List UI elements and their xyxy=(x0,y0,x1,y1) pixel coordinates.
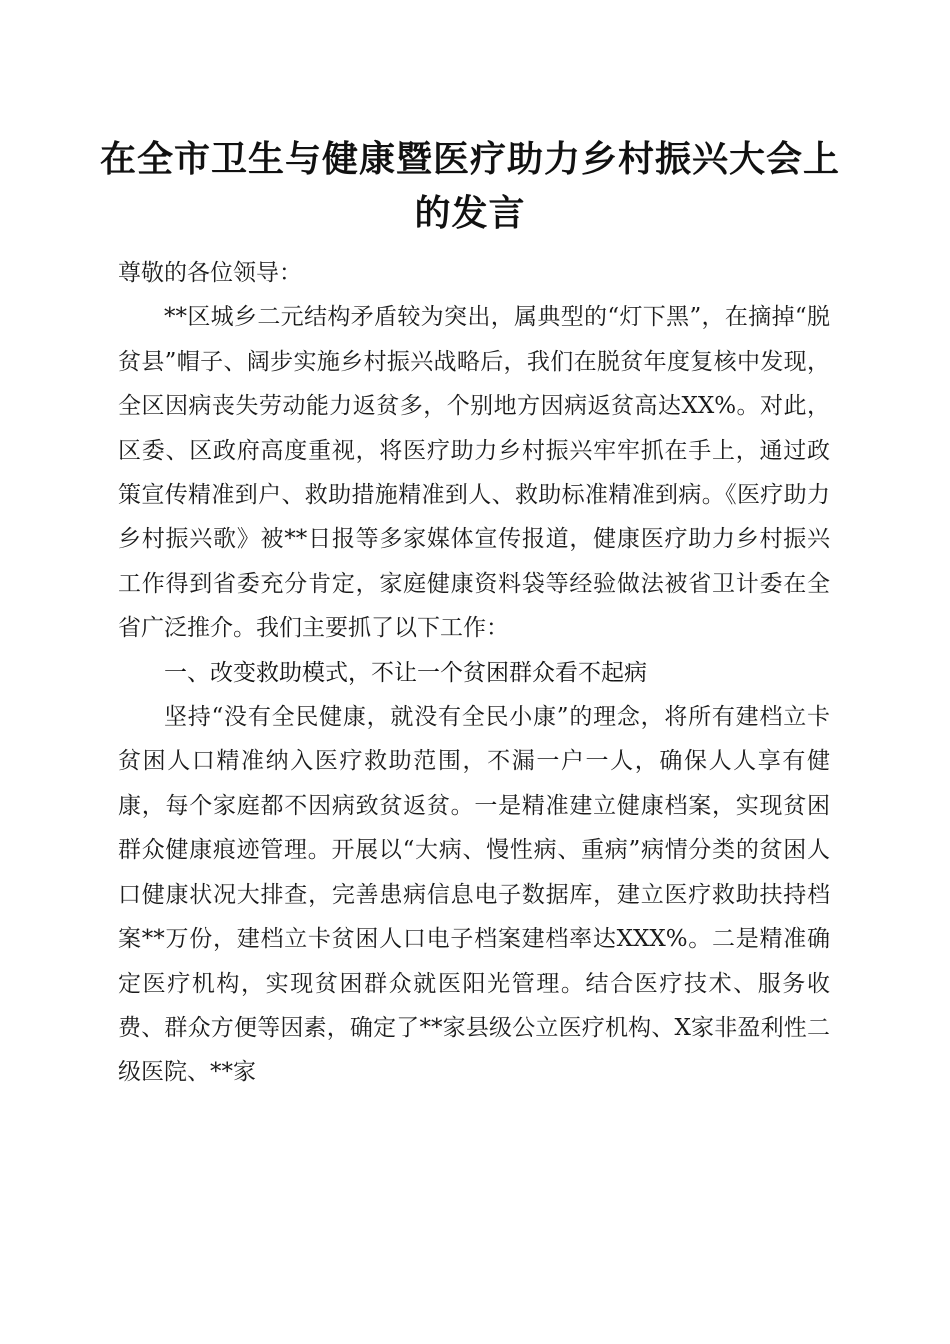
document-body xyxy=(118,251,830,1095)
salutation: 尊敬的各位领导： xyxy=(118,260,302,286)
section-heading-1: 一、改变救助模式，不让一个贫困群众看不起病 xyxy=(164,659,647,686)
section-1-paragraph: 坚持“没有全民健康，就没有全民小康”的理念，将所有建档立卡贫困人口精准纳入医疗救助范围，不漏一户一人，确保人人享有健康，每个家庭都不因病致贫返贫。一是精准建立健康档案，实现贫困群众健康痕迹管理。开展以“大病、慢性病、重病”病情分类的贫困人口健康状况大排查，完善患病信息电子数据库，建立医疗救助扶持档案**万份，建档立卡贫困人口电子档案建档率达XXX%。二是精准确定医疗机构，实现贫困群众就医阳光管理。结合医疗技术、服务收费、群众方便等因素，确定了**家县级公立医疗机构、X家非盈利性二级医院、**家 xyxy=(118,704,830,1086)
intro-paragraph: **区城乡二元结构矛盾较为突出，属典型的“灯下黑”，在摘掉“脱贫县”帽子、阔步实施乡村振兴战略后，我们在脱贫年度复核中发现，全区因病丧失劳动能力返贫多，个别地方因病返贫高达XX%。对此，区委、区政府高度重视，将医疗助力乡村振兴牢牢抓在手上，通过政策宣传精准到户、救助措施精准到人、救助标准精准到病。《医疗助力乡村振兴歌》被**日报等多家媒体宣传报道，健康医疗助力乡村振兴工作得到省委充分肯定，家庭健康资料袋等经验做法被省卫计委在全省广泛推介。我们主要抓了以下工作： xyxy=(118,304,830,642)
document-title: 在全市卫生与健康暨医疗助力乡村振兴大会上的发言 xyxy=(100,138,841,234)
